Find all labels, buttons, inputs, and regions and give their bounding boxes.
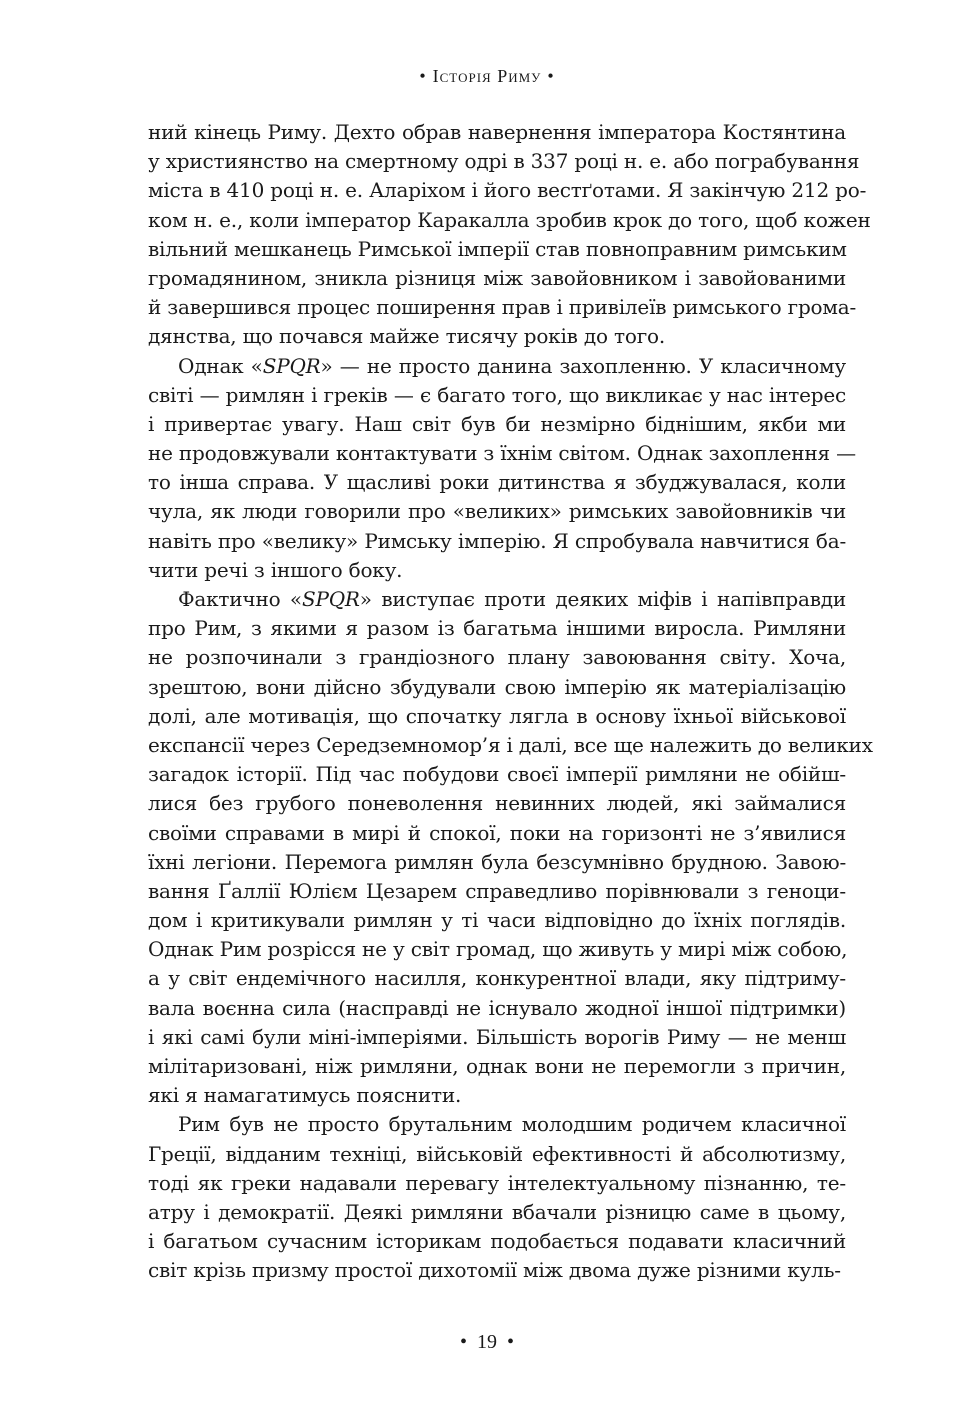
- text-line: своїми справами в мирі й спокої, поки на горизонті не з’явилися: [148, 820, 846, 845]
- body-text: [148, 118, 873, 1286]
- text-line: дом і критикували римлян у ті часи відповідно до їхніх поглядів.: [148, 908, 846, 933]
- text-line: ний кінець Риму. Дехто обрав навернення імператора Костянтина: [148, 120, 846, 144]
- text-line: Однак Рим розрісся не у світ громад, що живуть у мирі між собою,: [148, 937, 848, 962]
- text-line: не розпочинали з грандіозного плану завоювання світу. Хоча,: [148, 645, 846, 670]
- text-line: й завершився процес поширення прав і привілеїв римського грома-: [148, 295, 857, 320]
- text-line: лися без грубого поневолення невинних людей, які займалися: [148, 791, 846, 816]
- text-line: міста в 410 році н. е. Аларіхом і його вестґотами. Я закінчую 212 ро-: [148, 178, 867, 203]
- text-line: і багатьом сучасним історикам подобається подавати класичний: [148, 1229, 846, 1254]
- paragraph: [148, 585, 873, 1110]
- running-head: [0, 66, 974, 87]
- text-line: які я намагатимусь пояснити.: [148, 1083, 462, 1108]
- text-line: вала воєнна сила (насправді не існувало жодної іншої підтримки): [148, 995, 846, 1020]
- text-line: зрештою, вони дійсно збудували свою імперію як матеріалізацію: [148, 674, 846, 699]
- text-line: громадянином, зникла різниця між завойовником і завойованими: [148, 265, 846, 290]
- text-line: дянства, що почався майже тисячу років до того.: [148, 324, 665, 349]
- text-line: світі — римлян і греків — є багато того, що викликає у нас інтерес: [148, 382, 846, 407]
- header-bullet-right: •: [547, 66, 555, 86]
- text-line: навіть про «велику» Римську імперію. Я спробувала навчитися ба-: [148, 528, 846, 553]
- text-line: чити речі з іншого боку.: [148, 557, 403, 582]
- text-line: Рим був не просто брутальним молодшим родичем класичної: [178, 1112, 846, 1137]
- text-line: вільний мешканець Римської імперії став повноправним римським: [148, 236, 847, 261]
- text-line: Греції, відданим техніці, військовій ефективності й абсолютизму,: [148, 1141, 846, 1166]
- text-line: атру і демократії. Деякі римляни вбачали різницю саме в цьому,: [148, 1199, 846, 1224]
- text-line: чула, як люди говорили про «великих» римських завойовників чи: [148, 499, 846, 524]
- folio-bullet-left: •: [459, 1331, 467, 1353]
- running-head-title: Історія Риму: [432, 66, 542, 86]
- text-line: загадок історії. Під час побудови своєї імперії римляни не обійш-: [148, 762, 846, 787]
- text-line: вання Ґаллії Юлієм Цезарем справедливо порівнювали з геноци-: [148, 878, 846, 903]
- text-line: їхні легіони. Перемога римлян була безсумнівно брудною. Завою-: [148, 849, 846, 874]
- page-folio: [0, 1331, 974, 1354]
- paragraph: [148, 352, 856, 586]
- page-number: 19: [477, 1331, 497, 1353]
- paragraph: [148, 118, 871, 352]
- text-line: а у світ ендемічного насилля, конкурентної влади, яку підтриму-: [148, 966, 846, 991]
- text-line: і привертає увагу. Наш світ був би незмірно біднішим, якби ми: [148, 411, 846, 436]
- folio-bullet-right: •: [507, 1331, 515, 1353]
- header-bullet-left: •: [419, 66, 427, 86]
- text-line: тоді як греки надавали перевагу інтелектуальному пізнанню, те-: [148, 1170, 846, 1195]
- text-line: долі, але мотивація, що спочатку лягла в основу їхньої військової: [148, 703, 846, 728]
- text-line: експансії через Середземномор’я і далі, все ще належить до великих: [148, 732, 873, 757]
- text-line: ком н. е., коли імператор Каракалла зробив крок до того, щоб кожен: [148, 207, 871, 232]
- text-line: Однак «SPQR» — не просто данина захопленню. У класичному: [178, 353, 846, 378]
- text-line: Фактично «SPQR» виступає проти деяких міфів і напівправди: [178, 587, 846, 611]
- text-line: про Рим, з якими я разом із багатьма іншими виросла. Римляни: [148, 616, 846, 641]
- text-line: і які самі були міні-імперіями. Більшість ворогів Риму — не менш: [148, 1024, 846, 1049]
- text-line: то інша справа. У щасливі роки дитинства я збуджувалася, коли: [148, 470, 846, 495]
- text-line: у християнство на смертному одрі в 337 році н. е. або пограбування: [148, 149, 860, 174]
- paragraph: [148, 1110, 846, 1285]
- text-line: мілітаризовані, ніж римляни, однак вони не перемогли з причин,: [148, 1054, 846, 1078]
- text-line: не продовжували контактувати з їхнім світом. Однак захоплення —: [148, 441, 856, 466]
- text-line: світ крізь призму простої дихотомії між двома дуже різними куль-: [148, 1258, 841, 1283]
